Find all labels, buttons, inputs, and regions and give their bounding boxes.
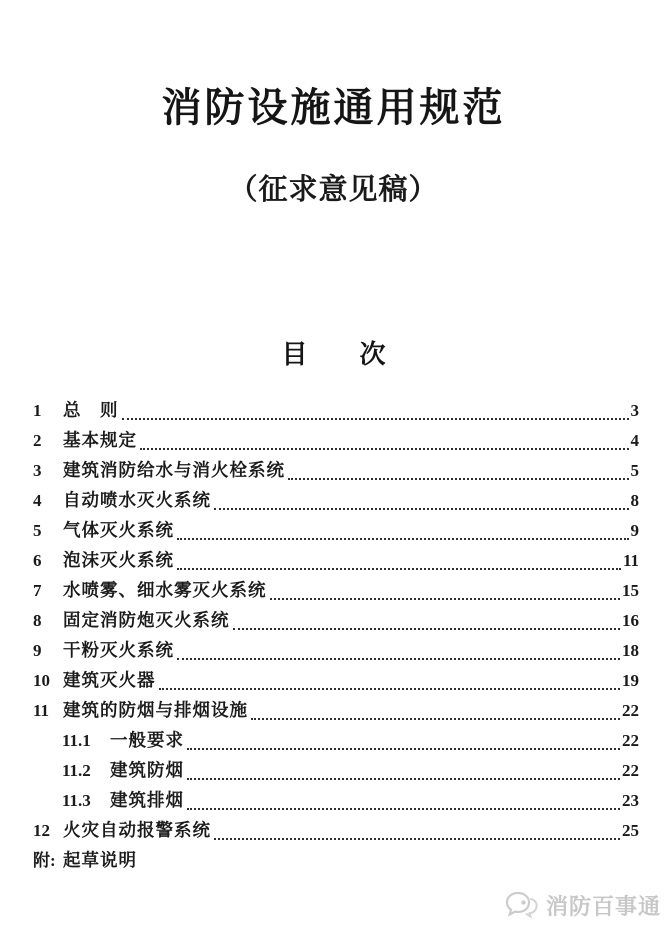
toc-entry [33,695,639,725]
toc-entry-number: 11.2 [62,761,91,780]
toc-dotted-leader [288,478,629,480]
toc-entry-number: 10 [33,671,50,690]
toc-entry-number: 12 [33,821,50,840]
toc-entry [33,785,639,815]
toc-dotted-leader [177,568,621,570]
toc-entry-number: 11 [33,701,50,720]
toc-entry-number: 6 [33,551,42,570]
toc-entry-label: 基本规定 [63,430,137,450]
document-title: 消防设施通用规范 [161,86,506,130]
toc-entry-number: 7 [33,581,42,600]
toc-entry-number: 附: [33,851,56,870]
toc-entry-page-number: 3 [630,401,639,420]
toc-entry-page-number: 19 [622,671,639,690]
toc-dotted-leader [214,838,620,840]
toc-entry-page-number: 8 [630,491,639,510]
toc-dotted-leader [214,508,629,510]
toc-dotted-leader [140,448,629,450]
toc-entry [33,845,639,875]
toc-entry-page-number: 9 [630,521,639,540]
toc-entry-page-number: 16 [622,611,639,630]
toc-entry-label: 水喷雾、细水雾灭火系统 [63,580,267,600]
toc-entry-number: 1 [33,401,42,420]
watermark-logo-icon [504,889,542,921]
toc-dotted-leader [122,418,629,420]
toc-entry-label: 火灾自动报警系统 [63,820,211,840]
toc-entry-label: 干粉灭火系统 [63,640,174,660]
toc-dotted-leader [187,778,620,780]
toc-entry-label: 固定消防炮灭火系统 [63,610,230,630]
toc-entry-label: 自动喷水灭火系统 [63,490,211,510]
toc-entry [33,455,639,485]
toc-entry [33,545,639,575]
toc-dotted-leader [187,808,620,810]
toc-entry-label: 建筑的防烟与排烟设施 [63,700,248,720]
toc-entry-label: 泡沫灭火系统 [63,550,174,570]
toc-entry-page-number: 22 [622,701,639,720]
toc-entry-label: 建筑灭火器 [63,670,156,690]
toc-entry-label: 建筑消防给水与消火栓系统 [63,460,285,480]
toc-dotted-leader [270,598,621,600]
toc-entry-number: 11.3 [62,791,91,810]
toc-entry-label: 一般要求 [110,730,184,750]
toc-entry-number: 11.1 [62,731,91,750]
toc-entry-page-number: 5 [630,461,639,480]
toc-dotted-leader [159,688,621,690]
toc-entry-label: 气体灭火系统 [63,520,174,540]
toc-entry [33,665,639,695]
toc-entry-number: 3 [33,461,42,480]
toc-entry-number: 8 [33,611,42,630]
toc-entry-page-number: 4 [630,431,639,450]
toc-entry-page-number: 22 [622,731,639,750]
toc-entry-label: 起草说明 [63,850,137,870]
watermark-text: 消防百事通 [545,893,661,919]
toc-entry-page-number: 25 [622,821,639,840]
toc-entry-page-number: 23 [622,791,639,810]
watermark [504,889,661,921]
toc-entry-label: 建筑排烟 [110,790,184,810]
toc-entry [33,635,639,665]
document-subtitle: （征求意见稿） [228,174,439,206]
toc-entry [33,425,639,455]
toc-entry-page-number: 18 [622,641,639,660]
toc-entry-number: 4 [33,491,42,510]
toc-entry-number: 9 [33,641,42,660]
toc-entry [33,485,639,515]
toc-entry-page-number: 22 [622,761,639,780]
toc-dotted-leader [177,658,620,660]
toc-entry-number: 2 [33,431,42,450]
toc-entry-number: 5 [33,521,42,540]
toc-entry [33,515,639,545]
toc-entry-label: 总 则 [63,400,119,420]
toc-dotted-leader [187,748,620,750]
toc-dotted-leader [177,538,629,540]
toc-entry [33,395,639,425]
toc-entry-page-number: 15 [622,581,639,600]
toc-entry [33,725,639,755]
toc-dotted-leader [251,718,620,720]
toc-list [0,395,667,875]
toc-entry-page-number: 11 [622,551,639,570]
toc-entry [33,605,639,635]
toc-entry [33,755,639,785]
toc-entry [33,815,639,845]
toc-entry-label: 建筑防烟 [110,760,184,780]
toc-dotted-leader [233,628,621,630]
toc-heading: 目 次 [281,340,386,369]
document-page [0,76,667,930]
toc-entry [33,575,639,605]
